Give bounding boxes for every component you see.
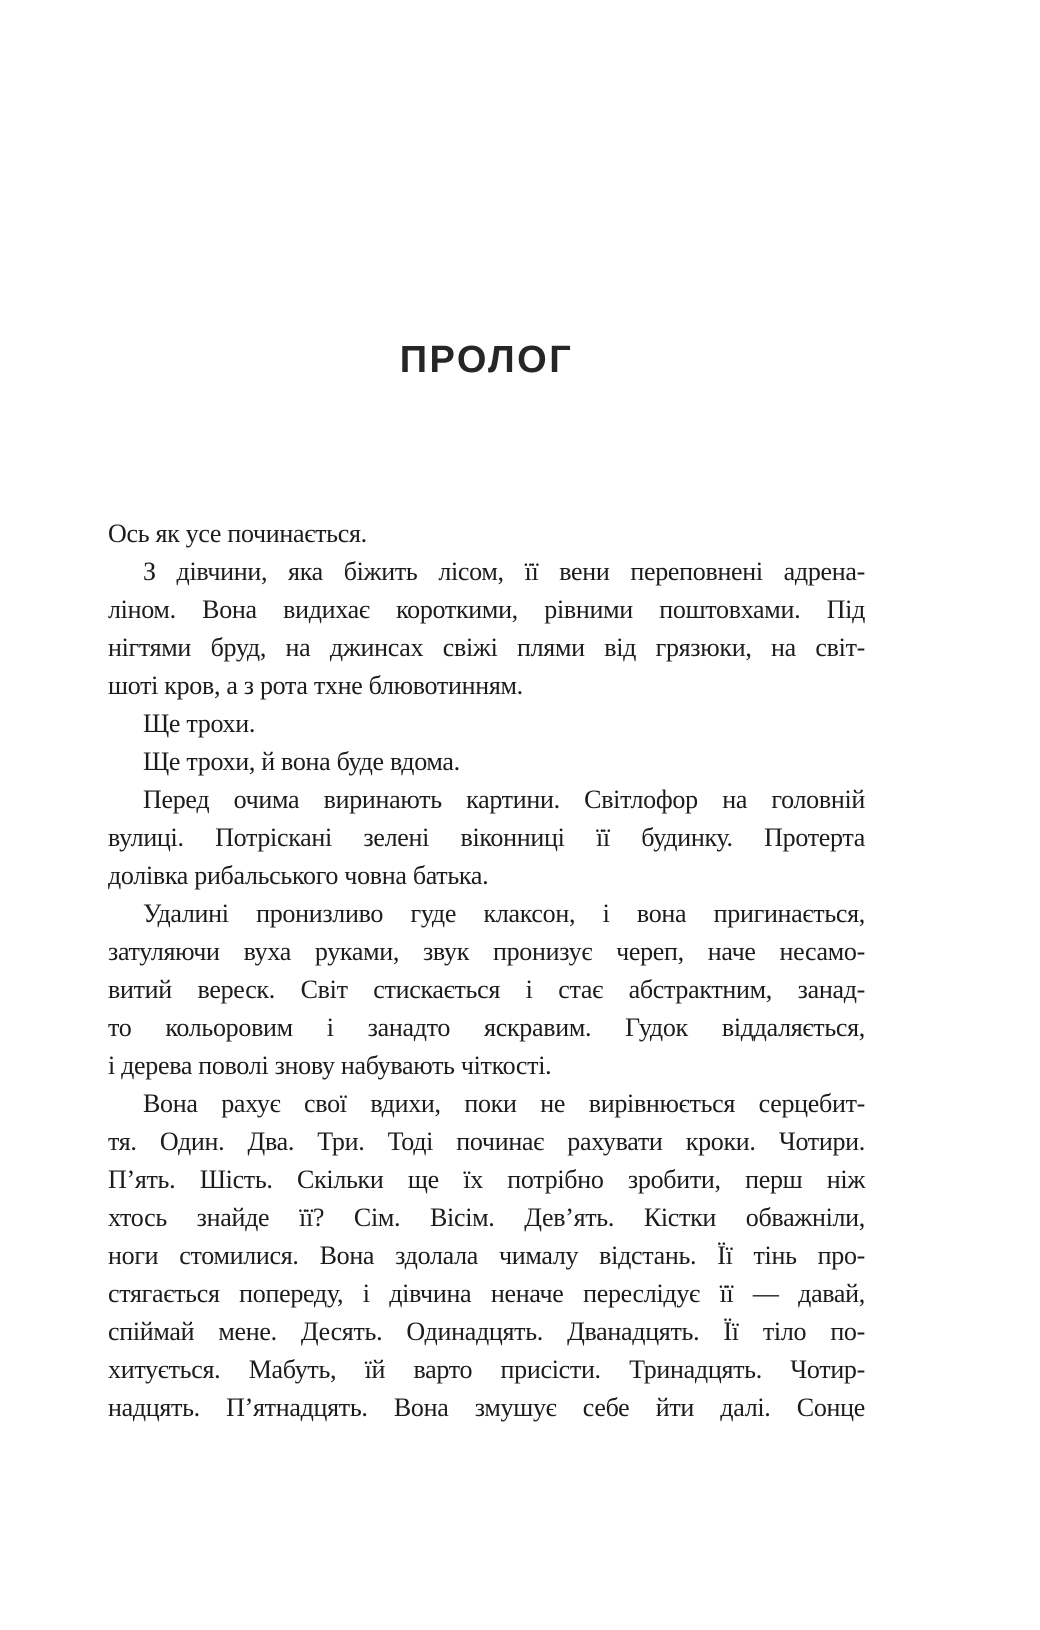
- text-line: затуляючи вуха руками, звук пронизує череп, наче несамо-: [108, 937, 865, 966]
- text-line: надцять. П’ятнадцять. Вона змушує себе йти далі. Сонце: [108, 1393, 865, 1422]
- text-line: спіймай мене. Десять. Одинадцять. Дванадцять. Її тіло по-: [108, 1317, 865, 1346]
- text-line: Вона рахує свої вдихи, поки не вирівнюється серцебит-: [143, 1089, 865, 1118]
- paragraph: [108, 1085, 865, 1427]
- text-line: З дівчини, яка біжить лісом, її вени переповнені адрена-: [143, 557, 865, 586]
- body-text: [108, 515, 865, 1427]
- paragraph: [108, 705, 865, 743]
- paragraph: [108, 515, 865, 553]
- text-line: Ще трохи.: [143, 709, 256, 738]
- text-line: ноги стомилися. Вона здолала чималу відстань. Її тінь про-: [108, 1241, 865, 1270]
- paragraph: [108, 553, 865, 705]
- text-line: вулиці. Потріскані зелені віконниці її будинку. Протерта: [108, 823, 865, 852]
- chapter-title: ПРОЛОГ: [399, 339, 574, 381]
- text-line: ліном. Вона видихає короткими, рівними поштовхами. Під: [108, 595, 865, 624]
- text-line: Перед очима виринають картини. Світлофор на головній: [143, 785, 865, 814]
- paragraph: [108, 781, 865, 895]
- text-line: Ось як усе починається.: [108, 519, 367, 548]
- paragraph: [108, 895, 865, 1085]
- text-line: Удалині пронизливо гуде клаксон, і вона пригинається,: [143, 899, 865, 928]
- text-line: хитується. Мабуть, їй варто присісти. Тринадцять. Чотир-: [108, 1355, 865, 1384]
- text-line: нігтями бруд, на джинсах свіжі плями від грязюки, на світ-: [108, 633, 865, 662]
- text-line: і дерева поволі знову набувають чіткості.: [108, 1051, 552, 1080]
- text-line: то кольоровим і занадто яскравим. Гудок віддаляється,: [108, 1013, 865, 1042]
- text-line: стягається попереду, і дівчина неначе переслідує її — давай,: [108, 1279, 865, 1308]
- text-line: хтось знайде її? Сім. Вісім. Дев’ять. Кістки обважніли,: [108, 1203, 865, 1232]
- text-line: долівка рибальського човна батька.: [108, 861, 489, 890]
- paragraph: [108, 743, 865, 781]
- text-line: шоті кров, а з рота тхне блювотинням.: [108, 671, 523, 700]
- text-line: П’ять. Шість. Скільки ще їх потрібно зробити, перш ніж: [108, 1165, 865, 1194]
- text-line: тя. Один. Два. Три. Тоді починає рахувати кроки. Чотири.: [108, 1127, 865, 1156]
- text-line: витий вереск. Світ стискається і стає абстрактним, занад-: [108, 975, 865, 1004]
- text-line: Ще трохи, й вона буде вдома.: [143, 747, 460, 776]
